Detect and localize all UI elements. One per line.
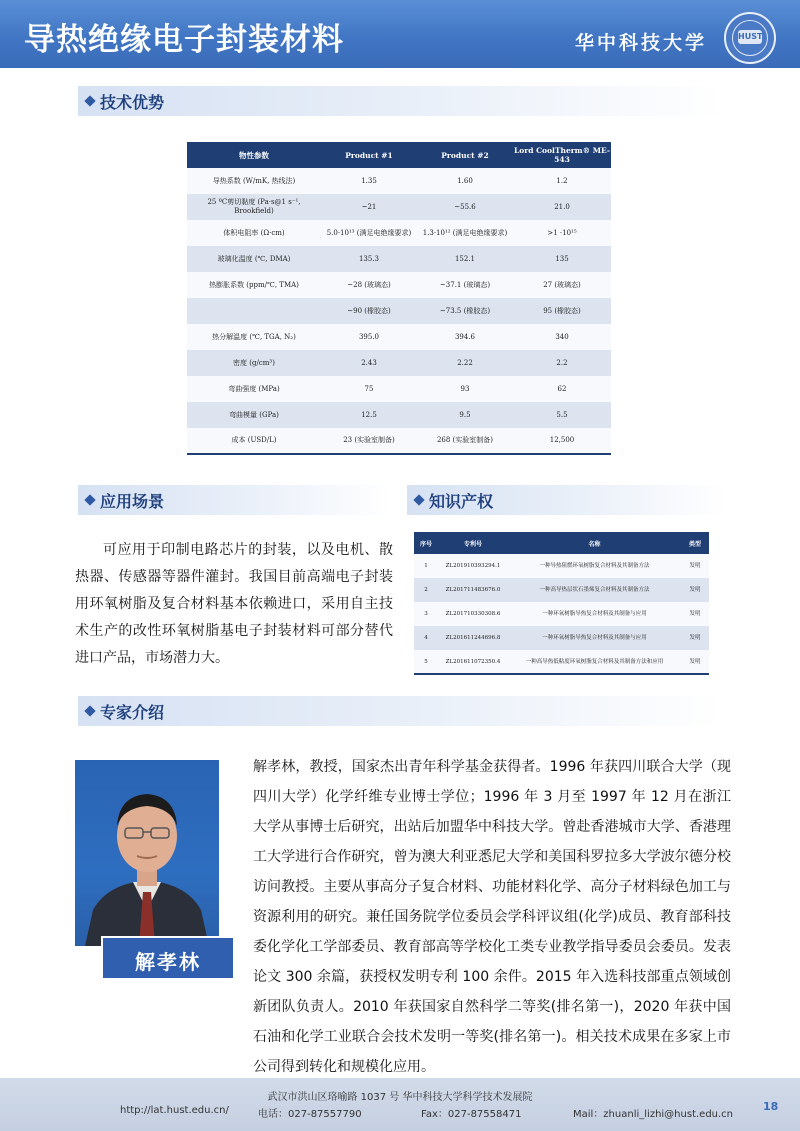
table-cell: 一种高导热低粘度环氧树脂复合材料及其制备方法和应用 [508, 650, 681, 674]
table-cell: 一种环氧树脂导热复合材料及其制备与应用 [508, 602, 681, 626]
table-cell: 12.5 [321, 402, 417, 428]
table-cell: ~55.6 [417, 194, 513, 220]
table-cell: 一种环氧树脂导热复合材料及其制备与应用 [508, 626, 681, 650]
table-cell: 9.5 [417, 402, 513, 428]
table-cell: 玻璃化温度 (℃, DMA) [187, 246, 321, 272]
page-footer [0, 1078, 800, 1131]
properties-table-row [187, 428, 611, 454]
table-cell: 23 (实验室制备) [321, 428, 417, 454]
table-cell: 2.43 [321, 350, 417, 376]
table-cell: 268 (实验室制备) [417, 428, 513, 454]
section-header-expert [75, 696, 725, 726]
table-cell: 5.5 [513, 402, 611, 428]
table-cell: 95 (橡胶态) [513, 298, 611, 324]
table-cell: 21.0 [513, 194, 611, 220]
properties-table-header [187, 142, 611, 168]
section-header-advantages [75, 86, 725, 116]
table-cell: 热分解温度 (℃, TGA, N₂) [187, 324, 321, 350]
table-cell: ~28 (玻璃态) [321, 272, 417, 298]
section-title-applications: 应用场景 [100, 492, 165, 511]
table-cell: 135.3 [321, 246, 417, 272]
table-cell: 93 [417, 376, 513, 402]
table-cell: 1.60 [417, 168, 513, 194]
table-cell: 1 [414, 554, 438, 578]
table-cell: ZL201611072350.4 [438, 650, 508, 674]
table-cell [187, 298, 321, 324]
table-cell: 395.0 [321, 324, 417, 350]
col-header: 序号 [414, 532, 438, 554]
table-cell: 成本 (USD/L) [187, 428, 321, 454]
properties-table-row [187, 168, 611, 194]
col-header: Product #1 [321, 142, 417, 168]
col-header: 名称 [508, 532, 681, 554]
properties-table-row [187, 402, 611, 428]
table-cell: >1 ·10¹⁵ [513, 220, 611, 246]
section-header-ip [404, 485, 725, 515]
footer-tel: 电话：027-87557790 [258, 1109, 362, 1120]
table-cell: 12,500 [513, 428, 611, 454]
patent-table-row [414, 650, 709, 674]
header-title: 导热绝缘电子封装材料 [24, 22, 344, 58]
col-header: Product #2 [417, 142, 513, 168]
table-cell: ~21 [321, 194, 417, 220]
patent-table-row [414, 578, 709, 602]
portrait-icon [75, 760, 219, 946]
properties-table-row [187, 298, 611, 324]
table-cell: 热膨胀系数 (ppm/℃, TMA) [187, 272, 321, 298]
col-header: 类型 [681, 532, 709, 554]
table-cell: 2 [414, 578, 438, 602]
footer-mail[interactable]: Mail：zhuanli_lizhi@hust.edu.cn [573, 1109, 734, 1120]
table-cell: 发明 [681, 650, 709, 674]
diamond-bullet-icon [84, 95, 95, 106]
table-cell: 27 (玻璃态) [513, 272, 611, 298]
table-cell: 导热系数 (W/mK, 热线法) [187, 168, 321, 194]
university-logo-icon [724, 12, 776, 64]
table-cell: 3 [414, 602, 438, 626]
section-title-ip: 知识产权 [429, 492, 494, 511]
table-cell: 340 [513, 324, 611, 350]
properties-table-row [187, 194, 611, 220]
table-cell: 25 ºC剪切黏度 (Pa·s@1 s⁻¹, Brookfield) [187, 194, 321, 220]
col-header: Lord CoolTherm® ME-543 [513, 142, 611, 168]
properties-table-row [187, 246, 611, 272]
table-cell: 发明 [681, 578, 709, 602]
table-cell: ~73.5 (橡胶态) [417, 298, 513, 324]
properties-table-row [187, 272, 611, 298]
table-cell: 2.22 [417, 350, 513, 376]
footer-fax: Fax：027-87558471 [421, 1109, 522, 1120]
table-cell: 1.35 [321, 168, 417, 194]
applications-paragraph: 可应用于印制电路芯片的封装，以及电机、散热器、传感器等器件灌封。我国目前高端电子封装用环氧树脂及复合材料基本依赖进口，采用自主技术生产的改性环氧树脂基电子封装材料可部分替代进口产品，市场潜力大。 [75, 542, 393, 666]
patent-table-row [414, 626, 709, 650]
table-cell: 135 [513, 246, 611, 272]
patent-table-row [414, 554, 709, 578]
properties-table-row [187, 350, 611, 376]
table-cell: ZL201710330308.6 [438, 602, 508, 626]
table-cell: 75 [321, 376, 417, 402]
table-cell: 一种高导热层状石墨烯复合材料及其制备方法 [508, 578, 681, 602]
col-header: 专利号 [438, 532, 508, 554]
table-cell: 发明 [681, 626, 709, 650]
expert-photo [75, 760, 219, 946]
header-university: 华中科技大学 [575, 32, 708, 54]
table-cell: 发明 [681, 602, 709, 626]
table-cell: ZL201611244696.8 [438, 626, 508, 650]
page-header [0, 0, 800, 68]
table-cell: 1.3·10¹² (满足电绝缘要求) [417, 220, 513, 246]
expert-name-box [101, 936, 235, 980]
table-cell: 体积电阻率 (Ω·cm) [187, 220, 321, 246]
table-cell: 密度 (g/cm³) [187, 350, 321, 376]
table-cell: 2.2 [513, 350, 611, 376]
table-cell: ~37.1 (玻璃态) [417, 272, 513, 298]
page-number: 18 [763, 1100, 779, 1113]
table-cell: 62 [513, 376, 611, 402]
diamond-bullet-icon [413, 494, 424, 505]
table-cell: 394.6 [417, 324, 513, 350]
table-cell: 152.1 [417, 246, 513, 272]
footer-website[interactable]: http://lat.hust.edu.cn/ [120, 1105, 229, 1116]
table-cell: 5.0·10¹³ (满足电绝缘要求) [321, 220, 417, 246]
properties-table [187, 142, 611, 455]
table-cell: ZL201910393294.1 [438, 554, 508, 578]
table-cell: 一种导热阻燃环氧树脂复合材料及其制备方法 [508, 554, 681, 578]
col-header: 物性参数 [187, 142, 321, 168]
table-cell: ZL201711483676.0 [438, 578, 508, 602]
expert-bio: 解孝林，教授，国家杰出青年科学基金获得者。1996 年获四川联合大学（现四川大学）化学纤维专业博士学位；1996 年 3 月至 1997 年 12 月在浙江大学从事博士后研究，出站后加盟华中科技大学。曾赴香港城市大学、香港理工大学进行合作研究，曾为澳大利亚悉尼大学和美国科罗拉多大学波尔德分校访问教授。主要从事高分子复合材料、功能材料化学、高分子材料绿色加工与资源利用的研究。兼任国务院学位委员会学科评议组(化学)成员、教育部科技委化学化工学部委员、教育部高等学校化工类专业教学指导委员会委员。发表论文 300 余篇，获授权发明专利 100 余件。2015 年入选科技部重点领域创新团队负责人。2010 年获国家自然科学二等奖(排名第一)，2020 年获中国石油和化学工业联合会技术发明一等奖(排名第一)。相关技术成果在多家上市公司得到转化和规模化应用。 [253, 759, 731, 1075]
table-cell: 5 [414, 650, 438, 674]
table-cell: 1.2 [513, 168, 611, 194]
properties-table-row [187, 324, 611, 350]
properties-table-row [187, 376, 611, 402]
expert-name: 解孝林 [135, 950, 201, 974]
section-header-applications [75, 485, 393, 515]
patent-table [414, 532, 709, 675]
diamond-bullet-icon [84, 705, 95, 716]
logo-mark: HUST [738, 30, 762, 44]
table-cell: 弯曲模量 (GPa) [187, 402, 321, 428]
footer-address: 武汉市洪山区珞喻路 1037 号 华中科技大学科学技术发展院 [267, 1092, 533, 1103]
patent-table-row [414, 602, 709, 626]
section-title-advantages: 技术优势 [100, 93, 165, 112]
diamond-bullet-icon [84, 494, 95, 505]
table-cell: 4 [414, 626, 438, 650]
table-cell: 弯曲强度 (MPa) [187, 376, 321, 402]
section-title-expert: 专家介绍 [100, 703, 165, 722]
patent-table-header [414, 532, 709, 554]
table-cell: 发明 [681, 554, 709, 578]
properties-table-row [187, 220, 611, 246]
table-cell: ~90 (橡胶态) [321, 298, 417, 324]
